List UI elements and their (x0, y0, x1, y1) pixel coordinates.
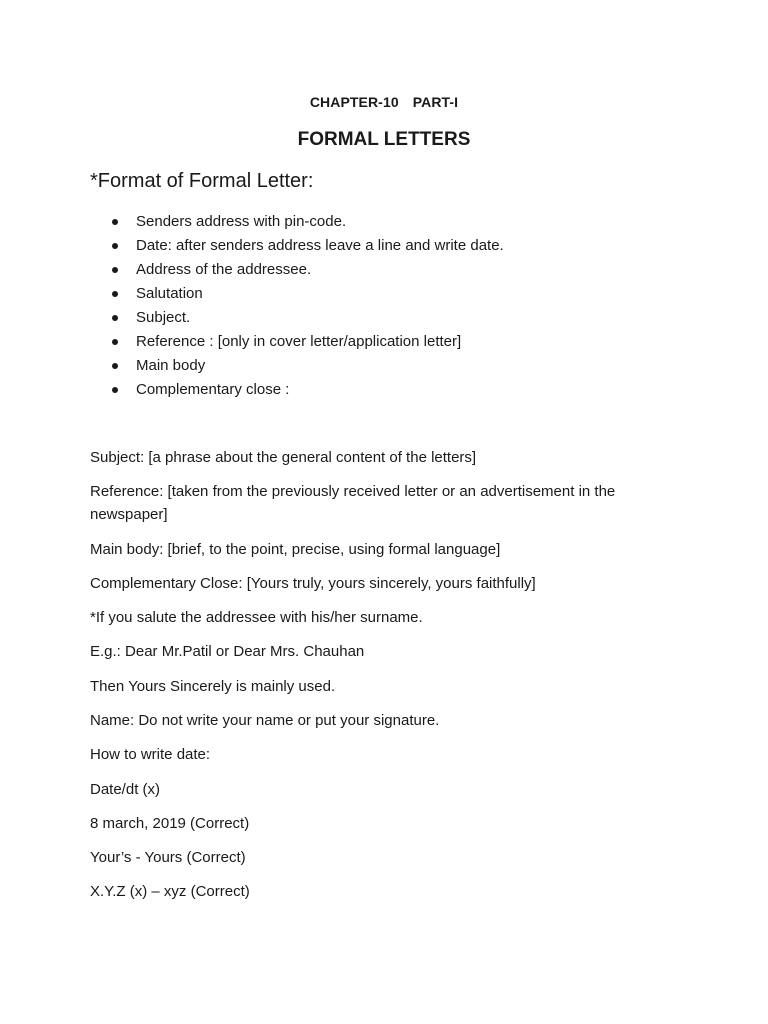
note-reference: Reference: [taken from the previously received letter or an advertisement in the newspaper] (90, 483, 616, 523)
bullet-icon (112, 219, 118, 225)
list-item-text: Date: after senders address leave a line and write date. (136, 237, 504, 254)
part-label: PART-I (412, 94, 459, 110)
bullet-icon (112, 339, 118, 345)
bullet-icon (112, 291, 118, 297)
note-complementary-close: Complementary Close: [Yours truly, yours sincerely, yours faithfully] (90, 575, 536, 592)
note-xyz-correct: X.Y.Z (x) – xyz (Correct) (90, 883, 250, 900)
list-item-text: Main body (136, 357, 206, 374)
bullet-icon (112, 243, 118, 249)
list-item-text: Subject. (136, 309, 191, 326)
chapter-line (0, 94, 768, 110)
list-item (90, 306, 504, 330)
bullet-icon (112, 267, 118, 273)
list-item (90, 210, 504, 234)
note-date-correct: 8 march, 2019 (Correct) (90, 815, 250, 832)
note-name: Name: Do not write your name or put your signature. (90, 712, 440, 729)
note-yours-correct: Your’s - Yours (Correct) (90, 849, 246, 866)
note-subject: Subject: [a phrase about the general content of the letters] (90, 449, 477, 466)
list-item (90, 354, 504, 378)
list-item-text: Complementary close : (136, 381, 290, 398)
note-example: E.g.: Dear Mr.Patil or Dear Mrs. Chauhan (90, 643, 365, 660)
list-item-text: Address of the addressee. (136, 261, 312, 278)
bullet-icon (112, 363, 118, 369)
list-item (90, 282, 504, 306)
note-yours-sincerely: Then Yours Sincerely is mainly used. (90, 678, 336, 695)
note-salutation-surname: *If you salute the addressee with his/her surname. (90, 609, 423, 626)
bullet-icon (112, 387, 118, 393)
format-list (90, 210, 504, 402)
note-how-to-write-date: How to write date: (90, 746, 211, 763)
note-main-body: Main body: [brief, to the point, precise, using formal language] (90, 541, 501, 558)
chapter-label: CHAPTER-10 (309, 94, 399, 110)
list-item (90, 378, 504, 402)
bullet-icon (112, 315, 118, 321)
list-item (90, 330, 504, 354)
note-date-wrong: Date/dt (x) (90, 781, 161, 798)
list-item-text: Reference : [only in cover letter/application letter] (136, 333, 462, 350)
section-heading: *Format of Formal Letter: (90, 170, 314, 192)
list-item (90, 258, 504, 282)
list-item-text: Salutation (136, 285, 203, 302)
list-item-text: Senders address with pin-code. (136, 213, 347, 230)
list-item (90, 234, 504, 258)
page-title: FORMAL LETTERS (297, 129, 471, 150)
